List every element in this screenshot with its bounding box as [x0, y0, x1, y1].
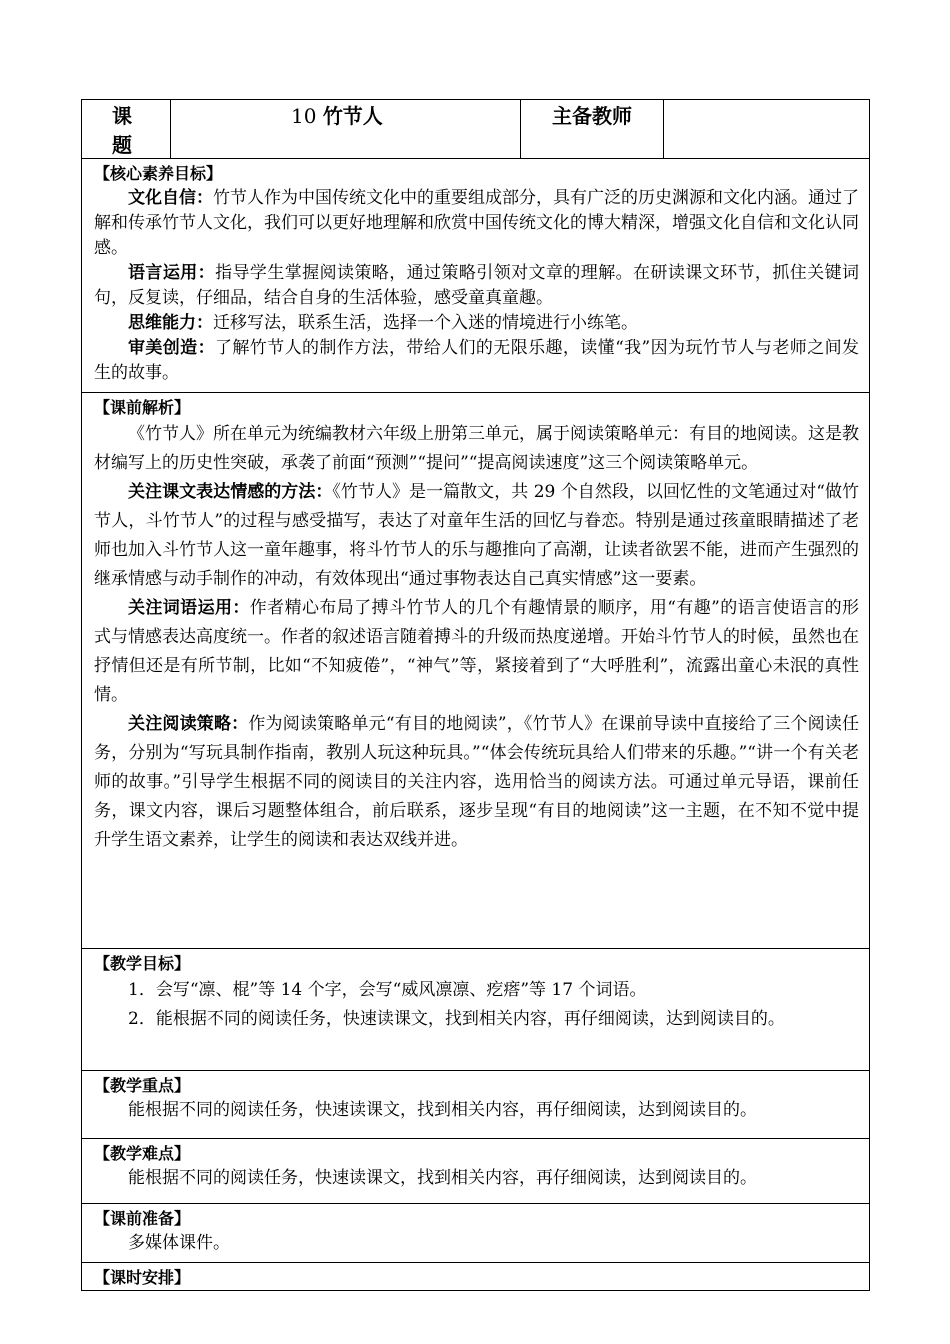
difficulties-heading: 【教学难点】 — [94, 1144, 191, 1163]
analysis-item — [94, 478, 859, 594]
core-goal-text: 竹节人作为中国传统文化中的重要组成部分，具有广泛的历史渊源和文化内涵。通过了解和传承竹节人文化，我们可以更好地理解和欣赏中国传统文化的博大精深，增强文化自信和文化认同感。 — [94, 188, 859, 258]
key-points-text: 能根据不同的阅读任务，快速读课文，找到相关内容，再仔细阅读，达到阅读目的。 — [128, 1100, 757, 1120]
key-points-row — [82, 1071, 870, 1139]
teacher-label: 主备教师 — [521, 100, 664, 159]
teaching-goals-heading: 【教学目标】 — [94, 954, 191, 973]
topic-label: 课 题 — [82, 100, 171, 159]
teaching-goals-row — [82, 949, 870, 1071]
core-goal-item — [94, 336, 859, 386]
core-goals-heading: 【核心素养目标】 — [94, 164, 223, 183]
core-goal-text: 了解竹节人的制作方法，带给人们的无限乐趣，读懂“我”因为玩竹节人与老师之间发生的故事。 — [94, 338, 859, 383]
core-goals-row — [82, 159, 870, 393]
analysis-label: 关注课文表达情感的方法： — [128, 482, 333, 502]
analysis-item — [94, 710, 859, 855]
difficulties-text: 能根据不同的阅读任务，快速读课文，找到相关内容，再仔细阅读，达到阅读目的。 — [128, 1168, 757, 1188]
core-goal-item — [94, 261, 859, 311]
analysis-intro: 《竹节人》所在单元为统编教材六年级上册第三单元，属于阅读策略单元：有目的地阅读。这是教材编写上的历史性突破，承袭了前面“预测”“提问”“提高阅读速度”这三个阅读策略单元。 — [94, 424, 859, 473]
preparation-heading: 【课前准备】 — [94, 1209, 191, 1228]
difficulties-row — [82, 1139, 870, 1204]
lesson-title: 竹节人 — [322, 104, 383, 128]
lesson-title-cell — [171, 100, 521, 159]
preparation-text: 多媒体课件。 — [128, 1233, 230, 1253]
teacher-value[interactable] — [664, 100, 870, 159]
core-goal-label: 思维能力： — [128, 313, 213, 333]
teaching-goal-item: 1．会写“凛、棍”等 14 个字，会写“威风凛凛、疙瘩”等 17 个词语。 — [128, 980, 647, 1000]
core-goal-text: 迁移写法，联系生活，选择一个入迷的情境进行小练笔。 — [213, 313, 638, 333]
analysis-heading: 【课前解析】 — [94, 398, 191, 417]
lesson-plan-table — [81, 99, 870, 1291]
preparation-row — [82, 1204, 870, 1263]
core-goal-label: 审美创造： — [128, 338, 215, 358]
teaching-goal-item: 2．能根据不同的阅读任务，快速读课文，找到相关内容，再仔细阅读，达到阅读目的。 — [128, 1009, 785, 1029]
core-goal-label: 语言运用： — [128, 263, 216, 283]
core-goal-item — [94, 311, 859, 336]
analysis-label: 关注词语运用： — [128, 598, 250, 618]
core-goal-label: 文化自信： — [128, 188, 213, 208]
header-row — [82, 100, 870, 159]
schedule-row — [82, 1263, 870, 1291]
analysis-text: 作为阅读策略单元“有目的地阅读”，《竹节人》在课前导读中直接给了三个阅读任务，分别为“写玩具制作指南，教别人玩这种玩具。”“体会传统玩具给人们带来的乐趣。”“讲一个有关老师的故事。”引导学生根据不同的阅读目的关注内容，选用恰当的阅读方法。可通过单元导语，课前任务，课文内容，课后习题整体组合，前后联系，逐步呈现“有目的地阅读”这一主题，在不知不觉中提升学生语文素养，让学生的阅读和表达双线并进。 — [94, 714, 859, 850]
analysis-text: 作者精心布局了搏斗竹节人的几个有趣情景的顺序，用“有趣”的语言使语言的形式与情感表达高度统一。作者的叙述语言随着搏斗的升级而热度递增。开始斗竹节人的时候，虽然也在抒情但还是有所节制，比如“不知疲倦”，“神气”等，紧接着到了“大呼胜利”，流露出童心未泯的真性情。 — [94, 598, 860, 705]
key-points-heading: 【教学重点】 — [94, 1076, 191, 1095]
schedule-heading: 【课时安排】 — [94, 1268, 191, 1287]
analysis-label: 关注阅读策略： — [128, 714, 249, 734]
analysis-text: 《竹节人》是一篇散文，共 29 个自然段，以回忆性的文笔通过对“做竹节人，斗竹节人”的过程与感受描写，表达了对童年生活的回忆与眷恋。特别是通过孩童眼睛描述了老师也加入斗竹节人这一童年趣事，将斗竹节人的乐与趣推向了高潮，让读者欲罢不能，进而产生强烈的继承情感与动手制作的冲动，有效体现出“通过事物表达自己真实情感”这一要素。 — [94, 482, 859, 589]
analysis-row — [82, 393, 870, 949]
core-goal-item — [94, 186, 859, 261]
lesson-number: 10 — [291, 104, 317, 128]
core-goal-text: 指导学生掌握阅读策略，通过策略引领对文章的理解。在研读课文环节，抓住关键词句，反复读，仔细品，结合自身的生活体验，感受童真童趣。 — [94, 263, 860, 308]
analysis-item — [94, 594, 859, 710]
